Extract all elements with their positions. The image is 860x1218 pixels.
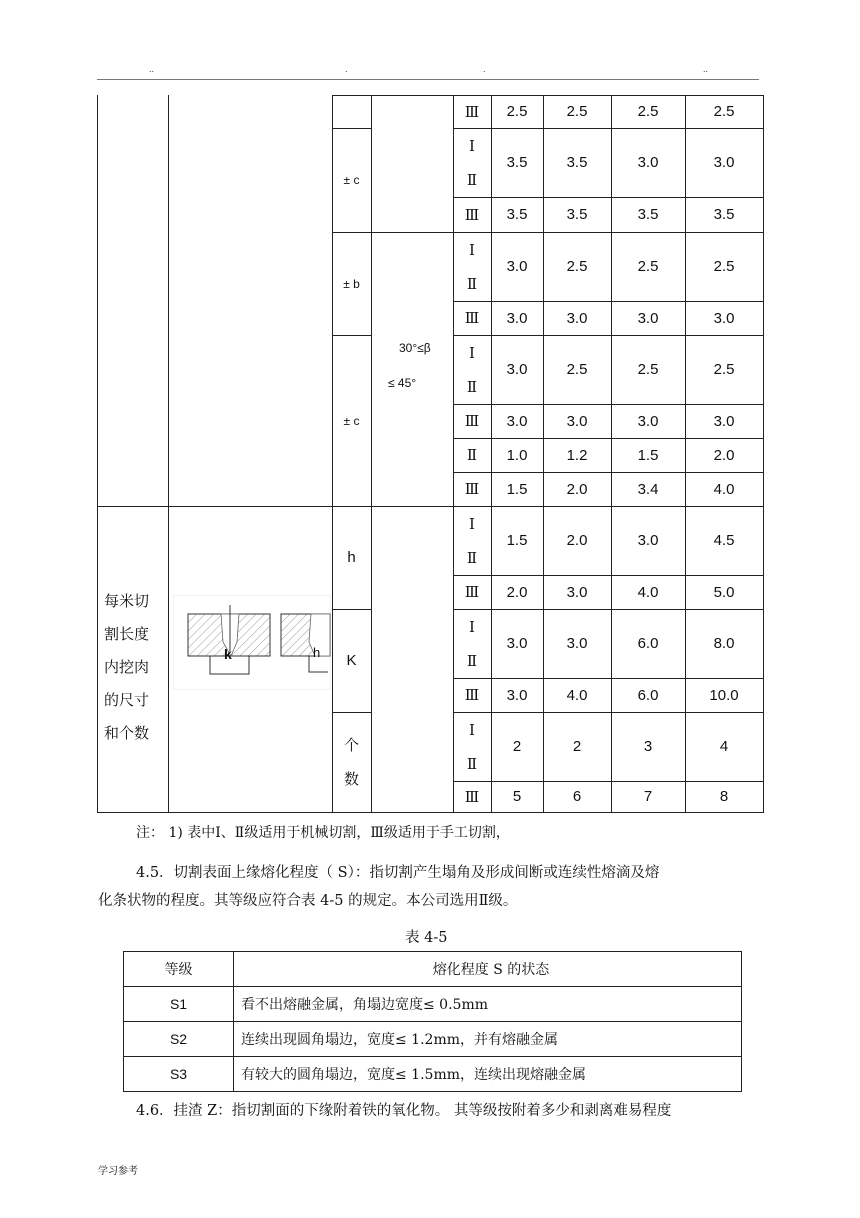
value-cell: 3.0: [713, 154, 735, 171]
grade-label: Ⅱ: [466, 548, 478, 567]
grade-label: Ⅰ: [469, 514, 475, 533]
item-label-line: 的尺寸: [104, 691, 150, 709]
value-cell: 3.0: [506, 686, 528, 704]
value-cell: 2.5: [637, 361, 659, 378]
value-cell: 2.5: [713, 103, 735, 120]
grade-label: Ⅲ: [464, 686, 480, 704]
grade-cell: [453, 232, 491, 301]
grade-cell: [453, 404, 491, 438]
value-cell: 5: [512, 788, 522, 805]
value-cell: 2.0: [506, 583, 528, 601]
value-cell: 7: [643, 788, 653, 805]
value-cell: 2.5: [637, 258, 659, 275]
item-label: [104, 585, 164, 750]
grade-cell: [453, 678, 491, 712]
value-cell: 8: [719, 788, 729, 805]
table-row: [124, 1057, 742, 1092]
grade-label: Ⅰ: [469, 343, 475, 362]
table-row: [124, 987, 742, 1022]
desc-cell: 连续出现圆角塌边，宽度≤ 1.2mm，并有熔融金属: [234, 1022, 742, 1057]
grade-cell: [453, 95, 491, 128]
grade-cell: S3: [124, 1057, 234, 1092]
value-cell: 2.5: [506, 103, 528, 120]
grade-label: Ⅲ: [464, 412, 480, 430]
grade-label: Ⅰ: [469, 720, 475, 739]
value-cell: 3.0: [506, 361, 528, 378]
grade-label: Ⅱ: [466, 274, 478, 293]
grade-label: Ⅲ: [464, 309, 480, 327]
grade-label: Ⅲ: [464, 102, 480, 121]
value-cell: 4.0: [566, 686, 588, 704]
header-mark: .: [345, 64, 348, 74]
header-rule: [97, 79, 759, 80]
value-cell: 5.0: [713, 583, 735, 601]
param-label-line: 个: [343, 736, 359, 754]
param-label: K: [346, 652, 357, 669]
value-cell: 2.5: [637, 103, 659, 120]
value-cell: 6: [572, 788, 582, 805]
value-cell: 6.0: [637, 686, 659, 704]
value-cell: 2.5: [713, 361, 735, 378]
grade-label: Ⅲ: [464, 205, 480, 224]
grade-label: Ⅱ: [466, 377, 478, 396]
item-label-line: 和个数: [104, 724, 150, 742]
angle-range-label: ≤ 45°: [388, 376, 417, 390]
value-cell: 2: [572, 738, 582, 755]
value-cell: 2.5: [713, 258, 735, 275]
value-cell: 1.0: [506, 446, 528, 464]
value-cell: 3.0: [566, 583, 588, 601]
value-cell: 3.0: [637, 412, 659, 430]
header-mark: ..: [703, 64, 709, 74]
value-cell: 3.0: [506, 635, 528, 652]
section-4-6: 4.6．挂渣 Z：指切割面的下缘附着铁的氧化物。 其等级按附着多少和剥离难易程度: [136, 1103, 672, 1119]
section-4-5-line2: 化条状物的程度。其等级应符合表 4-5 的规定。本公司选用Ⅱ级。: [98, 893, 518, 909]
angle-range-label: 30°≤β: [399, 341, 431, 355]
value-cell: 2.5: [566, 361, 588, 378]
value-cell: 2.0: [566, 480, 588, 498]
value-cell: 2.5: [566, 258, 588, 275]
value-cell: 3.5: [566, 154, 588, 171]
grade-label: Ⅰ: [469, 136, 475, 155]
grade-cell: S2: [124, 1022, 234, 1057]
value-cell: 10.0: [709, 686, 739, 704]
grade-label: Ⅱ: [466, 651, 478, 670]
value-cell: 4.0: [637, 583, 659, 601]
grade-label: Ⅲ: [464, 787, 480, 806]
table-4-5: [123, 951, 742, 1092]
value-cell: 3.0: [566, 412, 588, 430]
value-cell: 3.0: [506, 309, 528, 327]
value-cell: 3.0: [566, 309, 588, 327]
footer-text: 学习参考: [98, 1166, 138, 1177]
table-header-cell: 熔化程度 S 的状态: [234, 952, 742, 987]
value-cell: 3: [643, 738, 653, 755]
grade-label: Ⅲ: [464, 480, 480, 498]
value-cell: 2.0: [713, 446, 735, 464]
table-caption: 表 4-5: [405, 930, 448, 946]
value-cell: 3.5: [713, 206, 735, 223]
value-cell: 1.5: [506, 532, 528, 549]
grade-cell: [453, 506, 491, 575]
value-cell: 3.0: [713, 412, 735, 430]
value-cell: 3.5: [566, 206, 588, 223]
grade-cell: S1: [124, 987, 234, 1022]
grade-label: Ⅱ: [466, 446, 478, 464]
grade-cell: [453, 301, 491, 335]
param-label: ± b: [343, 276, 360, 291]
item-label-line: 内挖肉: [104, 658, 150, 676]
grade-cell: [453, 472, 491, 506]
item-label-line: 每米切: [104, 592, 150, 610]
param-label: [332, 712, 371, 812]
section-4-5-line1: 4.5．切割表面上缘熔化程度（ S）：指切割产生塌角及形成间断或连续性熔滴及熔: [136, 865, 660, 881]
grade-cell: [453, 335, 491, 404]
param-label: h: [347, 549, 356, 566]
header-mark: ..: [149, 64, 155, 74]
value-cell: 3.0: [637, 532, 659, 549]
grade-cell: [453, 609, 491, 678]
desc-cell: 有较大的圆角塌边，宽度≤ 1.5mm，连续出现熔融金属: [234, 1057, 742, 1092]
grade-cell: [453, 438, 491, 472]
header-mark: .: [483, 64, 486, 74]
grade-cell: [453, 197, 491, 232]
value-cell: 3.0: [713, 309, 735, 327]
gouge-diagram: [173, 595, 331, 690]
value-cell: 2: [512, 738, 522, 755]
value-cell: 3.0: [566, 635, 588, 652]
value-cell: 3.5: [506, 154, 528, 171]
param-label: ± c: [343, 173, 360, 187]
desc-cell: 看不出熔融金属，角塌边宽度≤ 0.5mm: [234, 987, 742, 1022]
figure-label-k: k: [224, 646, 232, 662]
grade-label: Ⅲ: [464, 583, 480, 601]
value-cell: 3.0: [637, 309, 659, 327]
value-cell: 3.4: [637, 480, 659, 498]
value-cell: 4.5: [713, 532, 735, 549]
value-cell: 2.5: [566, 103, 588, 120]
value-cell: 1.5: [506, 480, 528, 498]
grade-cell: [453, 781, 491, 812]
value-cell: 2.0: [566, 532, 588, 549]
table-row: [124, 1022, 742, 1057]
item-label-line: 割长度: [104, 625, 150, 643]
grade-label: Ⅱ: [466, 754, 478, 773]
value-cell: 3.0: [506, 258, 528, 275]
grade-label: Ⅰ: [469, 240, 475, 259]
value-cell: 3.0: [637, 154, 659, 171]
value-cell: 1.5: [637, 446, 659, 464]
value-cell: 4.0: [713, 480, 735, 498]
grade-cell: [453, 712, 491, 781]
grade-label: Ⅰ: [469, 617, 475, 636]
table-header-row: [124, 952, 742, 987]
table-note: 注： 1) 表中Ⅰ、Ⅱ级适用于机械切割，Ⅲ级适用于手工切割，: [136, 825, 510, 841]
param-label-line: 数: [343, 770, 359, 788]
value-cell: 6.0: [637, 635, 659, 652]
value-cell: 3.5: [506, 206, 528, 223]
param-label: ± c: [343, 413, 360, 428]
table-header-cell: 等级: [124, 952, 234, 987]
value-cell: 8.0: [713, 635, 735, 652]
value-cell: 3.5: [637, 206, 659, 223]
value-cell: 3.0: [506, 412, 528, 430]
figure-label-h: h: [313, 645, 321, 660]
grade-label: Ⅱ: [466, 170, 478, 189]
grade-cell: [453, 575, 491, 609]
value-cell: 1.2: [566, 446, 588, 464]
value-cell: 4: [719, 738, 729, 755]
grade-cell: [453, 128, 491, 197]
